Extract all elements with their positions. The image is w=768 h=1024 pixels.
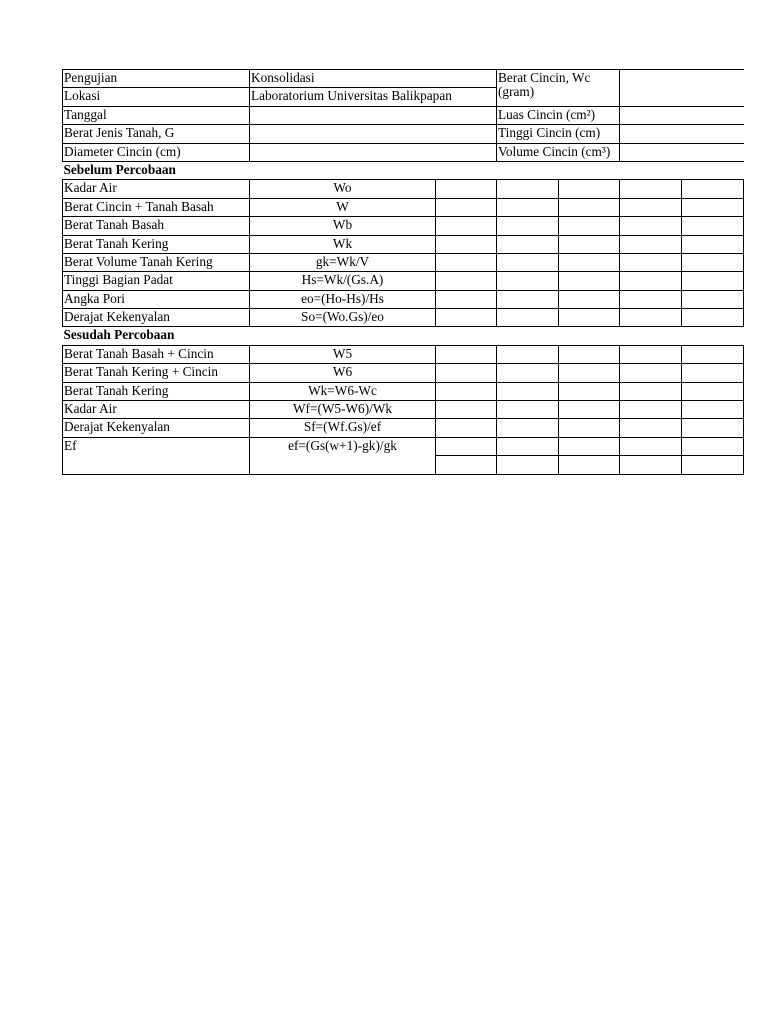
value-cell[interactable] xyxy=(497,364,559,382)
value-cell[interactable] xyxy=(682,382,744,400)
value-cell[interactable] xyxy=(559,364,620,382)
value-cell[interactable] xyxy=(559,253,620,271)
row-label: Berat Tanah Basah + Cincin xyxy=(63,345,250,363)
row-label: Berat Volume Tanah Kering xyxy=(63,253,250,271)
value-cell[interactable] xyxy=(497,290,559,308)
value-cell[interactable] xyxy=(620,198,682,216)
lokasi-value[interactable]: Laboratorium Universitas Balikpapan xyxy=(250,88,497,106)
header-row-tanggal xyxy=(63,106,744,124)
value-cell[interactable] xyxy=(682,235,744,253)
data-row xyxy=(63,437,744,455)
value-cell[interactable] xyxy=(682,401,744,419)
berat-cincin-label: Berat Cincin, Wc (gram) xyxy=(497,70,620,107)
row-label: Tinggi Bagian Padat xyxy=(63,272,250,290)
data-row xyxy=(63,253,744,271)
value-cell[interactable] xyxy=(682,198,744,216)
row-formula: Sf=(Wf.Gs)/ef xyxy=(250,419,436,437)
row-label: Kadar Air xyxy=(63,180,250,198)
row-label: Berat Tanah Kering xyxy=(63,235,250,253)
value-cell[interactable] xyxy=(682,419,744,437)
section-title-sesudah: Sesudah Percobaan xyxy=(63,327,175,343)
value-cell[interactable] xyxy=(682,180,744,198)
header-row-diameter xyxy=(63,143,744,161)
row-formula: W6 xyxy=(250,364,436,382)
value-cell[interactable] xyxy=(497,437,559,455)
row-formula: gk=Wk/V xyxy=(250,253,436,271)
value-cell[interactable] xyxy=(436,290,497,308)
value-cell[interactable] xyxy=(559,272,620,290)
tanggal-value[interactable] xyxy=(250,106,497,124)
row-label: Kadar Air xyxy=(63,401,250,419)
value-cell[interactable] xyxy=(682,253,744,271)
value-cell[interactable] xyxy=(620,437,682,455)
value-cell[interactable] xyxy=(497,382,559,400)
value-cell[interactable] xyxy=(436,235,497,253)
value-cell[interactable] xyxy=(559,198,620,216)
tanggal-label: Tanggal xyxy=(63,106,250,124)
value-cell[interactable] xyxy=(620,364,682,382)
value-cell[interactable] xyxy=(497,272,559,290)
value-cell[interactable] xyxy=(497,217,559,235)
lokasi-label: Lokasi xyxy=(63,88,250,106)
value-cell[interactable] xyxy=(682,456,744,474)
value-cell[interactable] xyxy=(436,456,497,474)
value-cell[interactable] xyxy=(497,419,559,437)
value-cell[interactable] xyxy=(436,401,497,419)
value-cell[interactable] xyxy=(620,235,682,253)
data-row xyxy=(63,401,744,419)
tinggi-cincin-label: Tinggi Cincin (cm) xyxy=(497,125,620,143)
row-formula: Wo xyxy=(250,180,436,198)
value-cell[interactable] xyxy=(436,345,497,363)
value-cell[interactable] xyxy=(682,309,744,327)
data-row xyxy=(63,180,744,198)
value-cell[interactable] xyxy=(559,235,620,253)
data-row xyxy=(63,309,744,327)
row-label: Ef xyxy=(63,437,250,474)
header-row-berat-jenis xyxy=(63,125,744,143)
data-row xyxy=(63,235,744,253)
value-cell[interactable] xyxy=(559,290,620,308)
value-cell[interactable] xyxy=(497,180,559,198)
row-label: Derajat Kekenyalan xyxy=(63,309,250,327)
pengujian-label: Pengujian xyxy=(63,70,250,88)
value-cell[interactable] xyxy=(436,217,497,235)
berat-jenis-label: Berat Jenis Tanah, G xyxy=(63,125,250,143)
row-label: Derajat Kekenyalan xyxy=(63,419,250,437)
luas-cincin-label: Luas Cincin (cm²) xyxy=(497,106,620,124)
value-cell[interactable] xyxy=(436,364,497,382)
value-cell[interactable] xyxy=(436,272,497,290)
value-cell[interactable] xyxy=(497,345,559,363)
value-cell[interactable] xyxy=(620,456,682,474)
row-formula: eo=(Ho-Hs)/Hs xyxy=(250,290,436,308)
row-formula: Wk xyxy=(250,235,436,253)
row-formula: W xyxy=(250,198,436,216)
volume-cincin-value[interactable] xyxy=(620,143,744,161)
value-cell[interactable] xyxy=(620,217,682,235)
value-cell[interactable] xyxy=(620,180,682,198)
value-cell[interactable] xyxy=(436,198,497,216)
berat-cincin-value[interactable] xyxy=(620,70,744,107)
value-cell[interactable] xyxy=(682,345,744,363)
data-row xyxy=(63,364,744,382)
value-cell[interactable] xyxy=(559,217,620,235)
data-row xyxy=(63,290,744,308)
value-cell[interactable] xyxy=(620,382,682,400)
value-cell[interactable] xyxy=(497,253,559,271)
value-cell[interactable] xyxy=(559,456,620,474)
value-cell[interactable] xyxy=(620,419,682,437)
row-formula: ef=(Gs(w+1)-gk)/gk xyxy=(250,437,436,474)
value-cell[interactable] xyxy=(436,309,497,327)
value-cell[interactable] xyxy=(497,456,559,474)
sesudah-rows xyxy=(63,345,744,474)
value-cell[interactable] xyxy=(620,401,682,419)
value-cell[interactable] xyxy=(436,419,497,437)
value-cell[interactable] xyxy=(559,382,620,400)
value-cell[interactable] xyxy=(559,401,620,419)
data-row xyxy=(63,345,744,363)
pengujian-value[interactable]: Konsolidasi xyxy=(250,70,497,88)
row-formula: Wf=(W5-W6)/Wk xyxy=(250,401,436,419)
value-cell[interactable] xyxy=(682,437,744,455)
value-cell[interactable] xyxy=(620,309,682,327)
section-row-sebelum xyxy=(63,161,744,179)
section-title-sebelum: Sebelum Percobaan xyxy=(63,161,176,177)
data-row xyxy=(63,382,744,400)
tinggi-cincin-value[interactable] xyxy=(620,125,744,143)
row-formula: W5 xyxy=(250,345,436,363)
value-cell[interactable] xyxy=(682,217,744,235)
row-formula: So=(Wo.Gs)/eo xyxy=(250,309,436,327)
value-cell[interactable] xyxy=(620,290,682,308)
diameter-label: Diameter Cincin (cm) xyxy=(63,143,250,161)
value-cell[interactable] xyxy=(620,253,682,271)
header-row-pengujian xyxy=(63,70,744,88)
value-cell[interactable] xyxy=(682,364,744,382)
value-cell[interactable] xyxy=(497,235,559,253)
section-row-sesudah xyxy=(63,327,744,345)
consolidation-form-table xyxy=(62,69,744,475)
value-cell[interactable] xyxy=(559,419,620,437)
value-cell[interactable] xyxy=(559,180,620,198)
value-cell[interactable] xyxy=(497,309,559,327)
row-label: Berat Tanah Basah xyxy=(63,217,250,235)
data-row xyxy=(63,272,744,290)
row-label: Angka Pori xyxy=(63,290,250,308)
data-row xyxy=(63,217,744,235)
row-label: Berat Cincin + Tanah Basah xyxy=(63,198,250,216)
value-cell[interactable] xyxy=(436,382,497,400)
volume-cincin-label: Volume Cincin (cm³) xyxy=(497,143,620,161)
value-cell[interactable] xyxy=(436,253,497,271)
value-cell[interactable] xyxy=(559,437,620,455)
data-row xyxy=(63,419,744,437)
value-cell[interactable] xyxy=(620,272,682,290)
value-cell[interactable] xyxy=(436,437,497,455)
consolidation-form-sheet xyxy=(62,69,744,475)
value-cell[interactable] xyxy=(620,345,682,363)
row-formula: Hs=Wk/(Gs.A) xyxy=(250,272,436,290)
berat-jenis-value[interactable] xyxy=(250,125,497,143)
row-label: Berat Tanah Kering + Cincin xyxy=(63,364,250,382)
sebelum-rows xyxy=(63,180,744,327)
value-cell[interactable] xyxy=(436,180,497,198)
value-cell[interactable] xyxy=(559,309,620,327)
diameter-value[interactable] xyxy=(250,143,497,161)
value-cell[interactable] xyxy=(682,272,744,290)
row-formula: Wk=W6-Wc xyxy=(250,382,436,400)
row-formula: Wb xyxy=(250,217,436,235)
data-row xyxy=(63,198,744,216)
luas-cincin-value[interactable] xyxy=(620,106,744,124)
row-label: Berat Tanah Kering xyxy=(63,382,250,400)
value-cell[interactable] xyxy=(559,345,620,363)
value-cell[interactable] xyxy=(682,290,744,308)
value-cell[interactable] xyxy=(497,198,559,216)
value-cell[interactable] xyxy=(497,401,559,419)
